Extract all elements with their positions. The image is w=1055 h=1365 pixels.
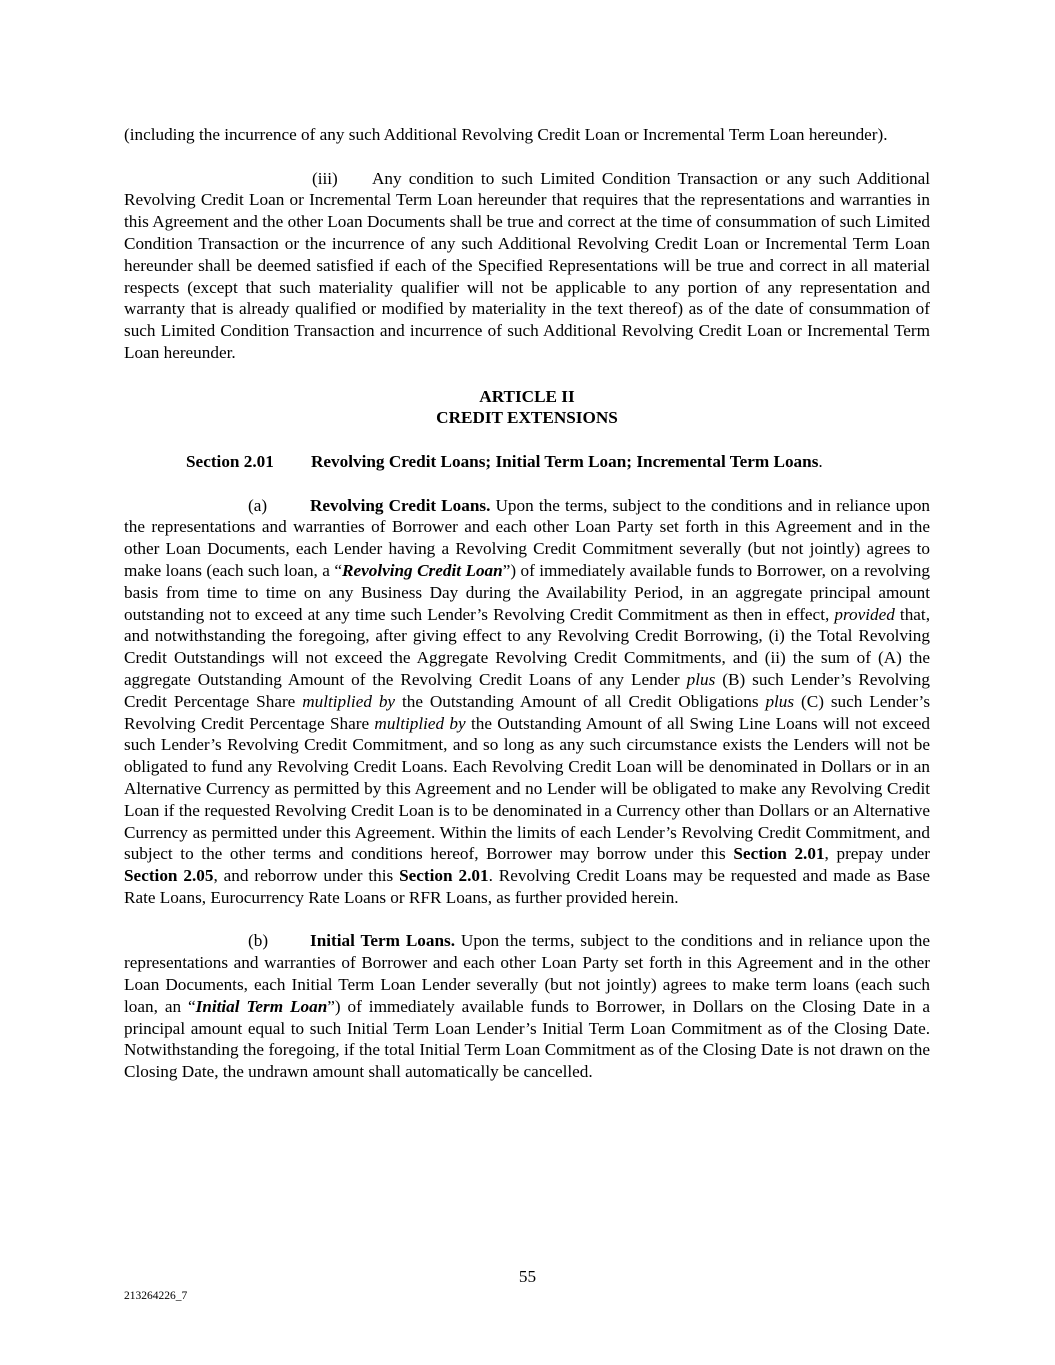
- paragraph-b: [124, 930, 930, 1083]
- paragraph-text: Upon the terms, subject to the conditions and in reliance upon the representations and warranties of Borrower and each other Loan Party set forth in this Agreement and in the other Loan Documents, each Lender having a Revolving Credit Commitment severally (but not jointly) agrees to make loans (each such loan, a “: [124, 495, 931, 580]
- paragraph-text: , and reborrow under this: [213, 866, 400, 886]
- paragraph-heading: Revolving Credit Loans.: [310, 495, 491, 515]
- paragraph-text: . Revolving Credit Loans may be requested and made as Base Rate Loans, Eurocurrency Rate Loans or RFR Loans, as further provided herein.: [124, 866, 931, 907]
- paragraph-a: [124, 495, 930, 909]
- article-number: ARTICLE II: [479, 386, 575, 406]
- paragraph-text: that, and notwithstanding the foregoing, after giving effect to any Revolving Credit Borrowing, (i) the Total Revolving Credit Outstandings will not exceed the Aggregate Revolving Credit Commitments, and (ii) the sum of (A) the aggregate Outstanding Amount of the Revolving Credit Loans of any Lender: [124, 604, 930, 689]
- article-heading: [124, 386, 930, 430]
- paragraph-marker: (a): [248, 495, 268, 515]
- emphasis-term: multiplied by: [374, 713, 466, 733]
- section-number: Section 2.01: [186, 451, 274, 471]
- section-reference: Section 2.05: [124, 866, 214, 886]
- article-title: CREDIT EXTENSIONS: [436, 408, 618, 428]
- paragraph-text: (B) such Lender’s Revolving Credit Percentage Share: [124, 669, 930, 711]
- paragraph-iii: [124, 168, 930, 364]
- section-reference: Section 2.01: [399, 866, 489, 886]
- document-id: 213264226_7: [124, 1290, 188, 1302]
- section-heading: [124, 451, 930, 473]
- emphasis-term: multiplied by: [302, 691, 396, 711]
- paragraph-text: Upon the terms, subject to the conditions and in reliance upon the representations and warranties of Borrower and each other Loan Party set forth in this Agreement and in the other Loan Documents, each Initial Term Loan Lender severally (but not jointly) agrees to make term loans (each such loan, an “: [124, 931, 930, 1016]
- defined-term: Initial Term Loan: [195, 996, 328, 1016]
- paragraph-text: (C) such Lender’s Revolving Credit Percentage Share: [124, 691, 931, 733]
- document-page: [124, 124, 930, 1105]
- paragraph-heading: Initial Term Loans.: [310, 931, 456, 951]
- section-title: Revolving Credit Loans; Initial Term Loan; Incremental Term Loans: [311, 451, 819, 471]
- defined-term: Revolving Credit Loan: [342, 560, 503, 580]
- paragraph-text: the Outstanding Amount of all Swing Line Loans will not exceed such Lender’s Revolving Credit Commitment, and so long as any such circumstance exists the Lenders will not be obligated to fund any Revolving Credit Loans. Each Revolving Credit Loan will be denominated in Dollars or in an Alternative Currency as permitted by this Agreement and no Lender will be obligated to make any Revolving Credit Loan if the requested Revolving Credit Loan is to be denominated in a Currency other than Dollars or an Alternative Currency as permitted under this Agreement. Within the limits of each Lender’s Revolving Credit Commitment, and subject to the other terms and conditions hereof, Borrower may borrow under this: [124, 713, 930, 864]
- emphasis-term: plus: [765, 691, 795, 711]
- paragraph-text: Any condition to such Limited Condition Transaction or any such Additional Revolving Credit Loan or Incremental Term Loan hereunder that requires that the representations and warranties in this Agreement and the other Loan Documents shall be true and correct at the time of consummation of such Limited Condition Transaction or the incurrence of any such Additional Revolving Credit Loan or Incremental Term Loan hereunder shall be deemed satisfied if each of the Specified Representations will be true and correct in all material respects (except that such materiality qualifier will not be applicable to any portion of any representation and warranty that is already qualified or modified by materiality in the text thereof) as of the date of consummation of such Limited Condition Transaction and incurrence of such Additional Revolving Credit Loan or Incremental Term Loan hereunder.: [124, 168, 930, 362]
- section-title-period: .: [818, 451, 823, 471]
- paragraph-text: ”) of immediately available funds to Borrower, in Dollars on the Closing Date in a principal amount equal to such Initial Term Loan Lender’s Initial Term Loan Commitment as of the Closing Date. Notwithstanding the foregoing, if the total Initial Term Loan Commitment as of the Closing Date is not drawn on the Closing Date, the undrawn amount shall automatically be cancelled.: [124, 996, 930, 1082]
- paragraph-marker: (iii): [312, 168, 338, 188]
- paragraph-text: (including the incurrence of any such Additional Revolving Credit Loan or Incremental Term Loan hereunder).: [124, 125, 888, 144]
- paragraph-continuation: [124, 124, 930, 146]
- paragraph-marker: (b): [248, 931, 269, 951]
- emphasis-term: provided: [834, 604, 895, 624]
- paragraph-text: ”) of immediately available funds to Borrower, on a revolving basis from time to time on any Business Day during the Availability Period, in an aggregate principal amount outstanding not to exceed at any time such Lender’s Revolving Credit Commitment as then in effect,: [124, 560, 930, 624]
- emphasis-term: plus: [686, 669, 716, 689]
- page-number: 55: [518, 1267, 537, 1286]
- section-reference: Section 2.01: [733, 844, 825, 864]
- paragraph-text: , prepay under: [824, 844, 930, 864]
- paragraph-text: the Outstanding Amount of all Credit Obligations: [395, 691, 766, 711]
